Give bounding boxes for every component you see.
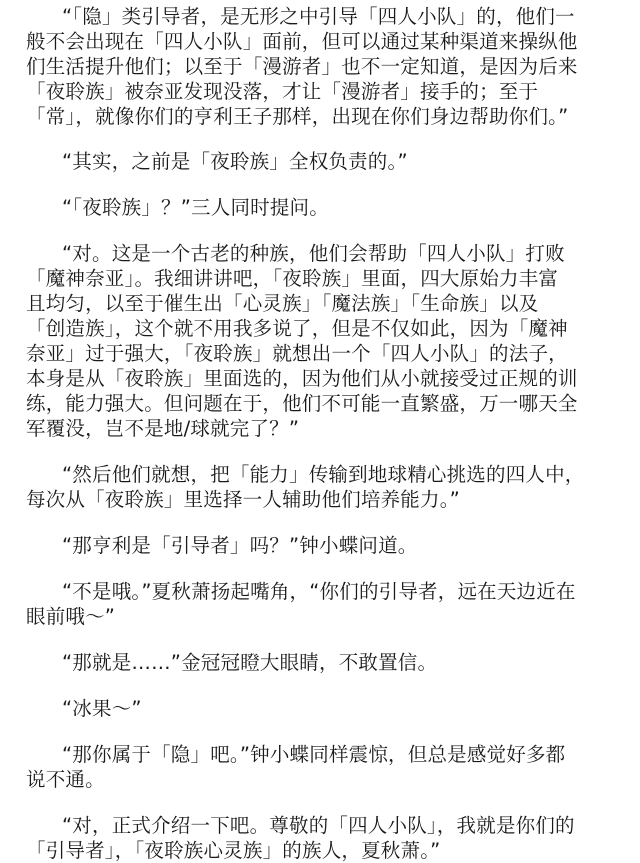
- text-line: “对，正式介绍一下吧。尊敬的「四人小队」，我就是你们的: [62, 814, 575, 837]
- paragraph-1: [26, 4, 620, 129]
- text-line: “对。这是一个古老的种族，他们会帮助「四人小队」打败: [62, 242, 565, 265]
- text-line: 「夜聆族」被奈亚发现没落，才让「漫游者」接手的；至于: [26, 80, 539, 103]
- text-line: 般不会出现在「四人小队」面前，但可以通过某种渠道来操纵他: [26, 30, 578, 53]
- paragraph-2: [26, 149, 620, 174]
- paragraph-7: [26, 579, 620, 629]
- text-line: 眼前哦～”: [26, 605, 116, 628]
- text-line: 「魔神奈亚」。我细讲讲吧，「夜聆族」里面，四大原始力丰富: [26, 267, 559, 290]
- paragraph-5: [26, 462, 620, 512]
- text-line: “然后他们就想，把「能力」传输到地球精心挑选的四人中，: [62, 463, 585, 486]
- text-line: “其实，之前是「夜聆族」全权负责的。”: [62, 150, 408, 173]
- paragraph-10: [26, 742, 620, 792]
- text-line: 军覆没，岂不是地/球就完了？”: [26, 417, 300, 440]
- text-line: 本身是从「夜聆族」里面选的，因为他们从小就接受过正规的训: [26, 367, 578, 390]
- paragraph-4: [26, 241, 620, 441]
- text-line: 每次从「夜聆族」里选择一人辅助他们培养能力。”: [26, 488, 460, 511]
- paragraph-6: [26, 533, 620, 558]
- text-line: “那亨利是「引导者」吗？”钟小蝶问道。: [62, 534, 418, 557]
- paragraph-3: [26, 195, 620, 220]
- paragraph-9: [26, 696, 620, 721]
- text-line: 们生活提升他们；以至于「漫游者」也不一定知道，是因为后来: [26, 55, 578, 78]
- text-line: 「创造族」，这个就不用我多说了，但是不仅如此，因为「魔神: [26, 317, 568, 340]
- text-line: “冰果～”: [62, 697, 142, 720]
- text-line: 「引导者」，「夜聆族心灵族」的族人，夏秋萧。”: [26, 839, 441, 862]
- text-line: “「隐」类引导者，是无形之中引导「四人小队」的，他们一: [62, 5, 575, 28]
- text-line: 「常」，就像你们的亨利王子那样，出现在你们身边帮助你们。”: [26, 105, 569, 128]
- text-line: “「夜聆族」？”三人同时提问。: [62, 196, 329, 219]
- text-line: “那你属于「隐」吧。”钟小蝶同样震惊，但总是感觉好多都: [62, 743, 566, 766]
- text-line: “不是哦。”夏秋萧扬起嘴角，“你们的引导者，远在天边近在: [62, 580, 576, 603]
- paragraph-8: [26, 650, 620, 675]
- text-line: 奈亚」过于强大，「夜聆族」就想出一个「四人小队」的法子，: [26, 342, 568, 365]
- paragraph-11: [26, 813, 620, 863]
- text-line: 且均匀，以至于催生出「心灵族」「魔法族」「生命族」以及: [26, 292, 539, 315]
- text-line: “那就是……”金冠冠瞪大眼睛，不敢置信。: [62, 651, 438, 674]
- text-line: 说不通。: [26, 768, 105, 791]
- text-line: 练，能力强大。但问题在于，他们不可能一直繁盛，万一哪天全: [26, 392, 578, 415]
